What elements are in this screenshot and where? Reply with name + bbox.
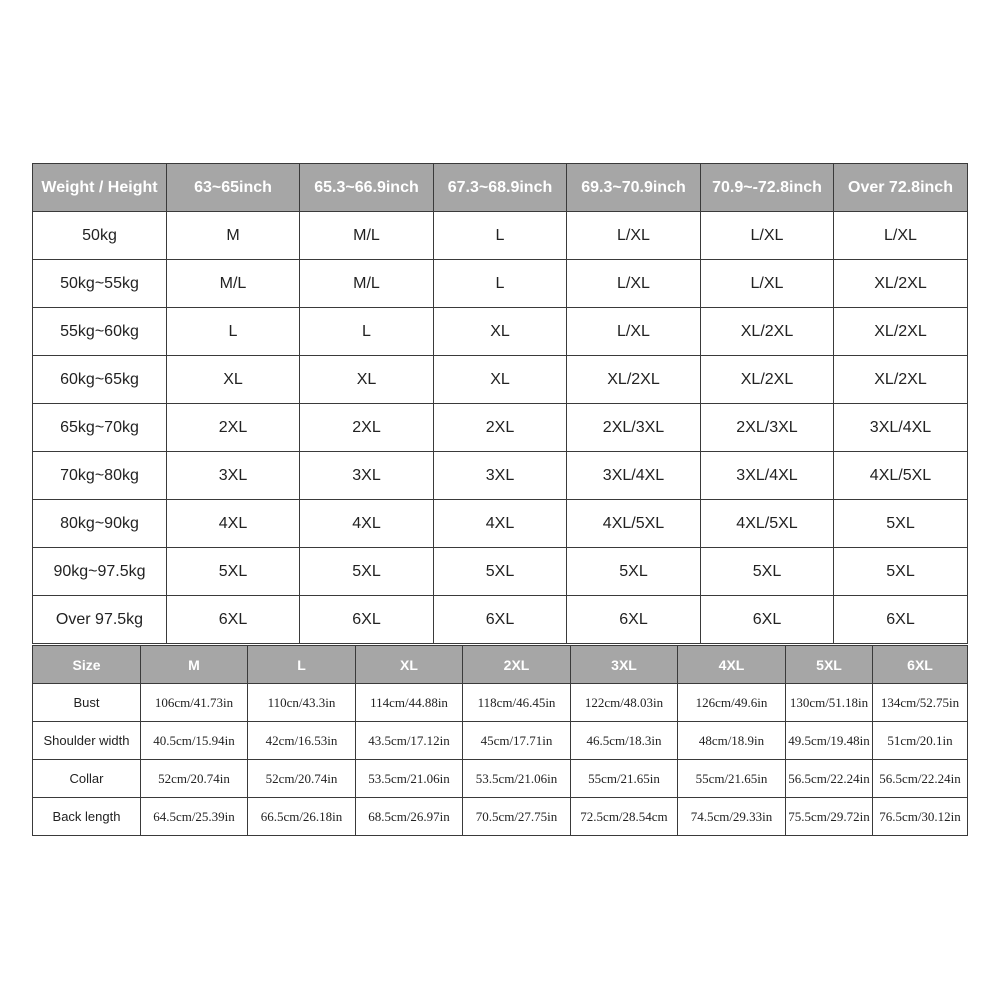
table-cell: 76.5cm/30.12in (873, 798, 968, 836)
header-cell: 3XL (571, 646, 678, 684)
table-cell: M/L (300, 260, 434, 308)
table-cell: 55cm/21.65in (571, 760, 678, 798)
header-cell: 4XL (678, 646, 786, 684)
table-cell: 68.5cm/26.97in (356, 798, 463, 836)
table-cell: 48cm/18.9in (678, 722, 786, 760)
table-cell: L (434, 212, 567, 260)
table-cell: 6XL (701, 596, 834, 644)
table-cell: 2XL (434, 404, 567, 452)
table-cell: 5XL (834, 500, 968, 548)
table-cell: XL (167, 356, 300, 404)
table-row (33, 760, 968, 798)
table-row (33, 722, 968, 760)
table-cell: L/XL (567, 260, 701, 308)
table-cell: 42cm/16.53in (248, 722, 356, 760)
table-cell: 2XL (300, 404, 434, 452)
table-cell: 134cm/52.75in (873, 684, 968, 722)
table-cell: 51cm/20.1in (873, 722, 968, 760)
table-cell: 4XL (434, 500, 567, 548)
header-cell: 65.3~66.9inch (300, 164, 434, 212)
table-cell: 46.5cm/18.3in (571, 722, 678, 760)
table-cell: 106cm/41.73in (141, 684, 248, 722)
table-cell: 53.5cm/21.06in (463, 760, 571, 798)
table-cell: 3XL (300, 452, 434, 500)
table-row (33, 308, 968, 356)
table-cell: 4XL/5XL (701, 500, 834, 548)
table-cell: 5XL (701, 548, 834, 596)
table-cell: 6XL (567, 596, 701, 644)
table-cell: 5XL (300, 548, 434, 596)
table-cell: XL/2XL (834, 356, 968, 404)
table-cell: L/XL (567, 212, 701, 260)
table-cell: 122cm/48.03in (571, 684, 678, 722)
table-cell: 49.5cm/19.48in (786, 722, 873, 760)
table-cell: L/XL (701, 260, 834, 308)
table-cell: 5XL (167, 548, 300, 596)
table-cell: 130cm/51.18in (786, 684, 873, 722)
table-cell: 70.5cm/27.75in (463, 798, 571, 836)
table-cell: 75.5cm/29.72in (786, 798, 873, 836)
row-label-cell: Over 97.5kg (33, 596, 167, 644)
table-cell: 74.5cm/29.33in (678, 798, 786, 836)
header-cell: Size (33, 646, 141, 684)
table-cell: XL/2XL (701, 356, 834, 404)
table-cell: 5XL (434, 548, 567, 596)
table-header-row (33, 164, 968, 212)
row-label-cell: Bust (33, 684, 141, 722)
table-row (33, 356, 968, 404)
table-cell: 2XL (167, 404, 300, 452)
table-row (33, 798, 968, 836)
table-cell: 52cm/20.74in (141, 760, 248, 798)
table-cell: 72.5cm/28.54cm (571, 798, 678, 836)
table-cell: 4XL (300, 500, 434, 548)
table-cell: M (167, 212, 300, 260)
header-cell: 6XL (873, 646, 968, 684)
header-cell: 69.3~70.9inch (567, 164, 701, 212)
table-cell: L (300, 308, 434, 356)
header-cell: XL (356, 646, 463, 684)
table-row (33, 548, 968, 596)
table-cell: 3XL/4XL (701, 452, 834, 500)
table-cell: 126cm/49.6in (678, 684, 786, 722)
row-label-cell: 50kg~55kg (33, 260, 167, 308)
table-cell: 3XL (167, 452, 300, 500)
header-cell: 70.9~-72.8inch (701, 164, 834, 212)
table-cell: XL/2XL (834, 308, 968, 356)
row-label-cell: 90kg~97.5kg (33, 548, 167, 596)
row-label-cell: 60kg~65kg (33, 356, 167, 404)
table-cell: XL (434, 308, 567, 356)
header-cell: Over 72.8inch (834, 164, 968, 212)
table-cell: XL (434, 356, 567, 404)
row-label-cell: Back length (33, 798, 141, 836)
table-row (33, 500, 968, 548)
table-cell: L (167, 308, 300, 356)
table-cell: 56.5cm/22.24in (786, 760, 873, 798)
table-cell: 6XL (834, 596, 968, 644)
table-row (33, 684, 968, 722)
table-cell: 40.5cm/15.94in (141, 722, 248, 760)
header-cell: M (141, 646, 248, 684)
header-cell: 5XL (786, 646, 873, 684)
header-cell: Weight / Height (33, 164, 167, 212)
row-label-cell: Shoulder width (33, 722, 141, 760)
table-cell: 66.5cm/26.18in (248, 798, 356, 836)
row-label-cell: 80kg~90kg (33, 500, 167, 548)
table-cell: 3XL/4XL (567, 452, 701, 500)
table-cell: 45cm/17.71in (463, 722, 571, 760)
header-cell: 2XL (463, 646, 571, 684)
table-cell: L (434, 260, 567, 308)
table-cell: L/XL (567, 308, 701, 356)
row-label-cell: Collar (33, 760, 141, 798)
header-cell: 67.3~68.9inch (434, 164, 567, 212)
table-cell: 43.5cm/17.12in (356, 722, 463, 760)
table-cell: XL/2XL (834, 260, 968, 308)
table-row (33, 260, 968, 308)
table-cell: 110cn/43.3in (248, 684, 356, 722)
table-row (33, 596, 968, 644)
table-cell: 3XL (434, 452, 567, 500)
weight-height-size-table (32, 163, 968, 644)
table-cell: 4XL/5XL (834, 452, 968, 500)
table-cell: 56.5cm/22.24in (873, 760, 968, 798)
table-cell: 5XL (567, 548, 701, 596)
header-cell: L (248, 646, 356, 684)
table-cell: 4XL (167, 500, 300, 548)
header-cell: 63~65inch (167, 164, 300, 212)
table-cell: M/L (167, 260, 300, 308)
row-label-cell: 55kg~60kg (33, 308, 167, 356)
table-cell: XL/2XL (701, 308, 834, 356)
table-row (33, 404, 968, 452)
size-measurement-table (32, 645, 968, 836)
table-row (33, 452, 968, 500)
table-cell: L/XL (834, 212, 968, 260)
table-cell: 53.5cm/21.06in (356, 760, 463, 798)
table-cell: XL/2XL (567, 356, 701, 404)
table-cell: 118cm/46.45in (463, 684, 571, 722)
table-row (33, 212, 968, 260)
table-cell: 52cm/20.74in (248, 760, 356, 798)
table-cell: XL (300, 356, 434, 404)
table-cell: M/L (300, 212, 434, 260)
row-label-cell: 70kg~80kg (33, 452, 167, 500)
table-cell: 2XL/3XL (701, 404, 834, 452)
table-cell: 2XL/3XL (567, 404, 701, 452)
table-cell: 114cm/44.88in (356, 684, 463, 722)
table-cell: 55cm/21.65in (678, 760, 786, 798)
table-cell: L/XL (701, 212, 834, 260)
row-label-cell: 65kg~70kg (33, 404, 167, 452)
table-cell: 3XL/4XL (834, 404, 968, 452)
table-cell: 6XL (434, 596, 567, 644)
row-label-cell: 50kg (33, 212, 167, 260)
table-cell: 6XL (300, 596, 434, 644)
table-header-row (33, 646, 968, 684)
table-cell: 6XL (167, 596, 300, 644)
table-cell: 64.5cm/25.39in (141, 798, 248, 836)
table-cell: 5XL (834, 548, 968, 596)
table-cell: 4XL/5XL (567, 500, 701, 548)
